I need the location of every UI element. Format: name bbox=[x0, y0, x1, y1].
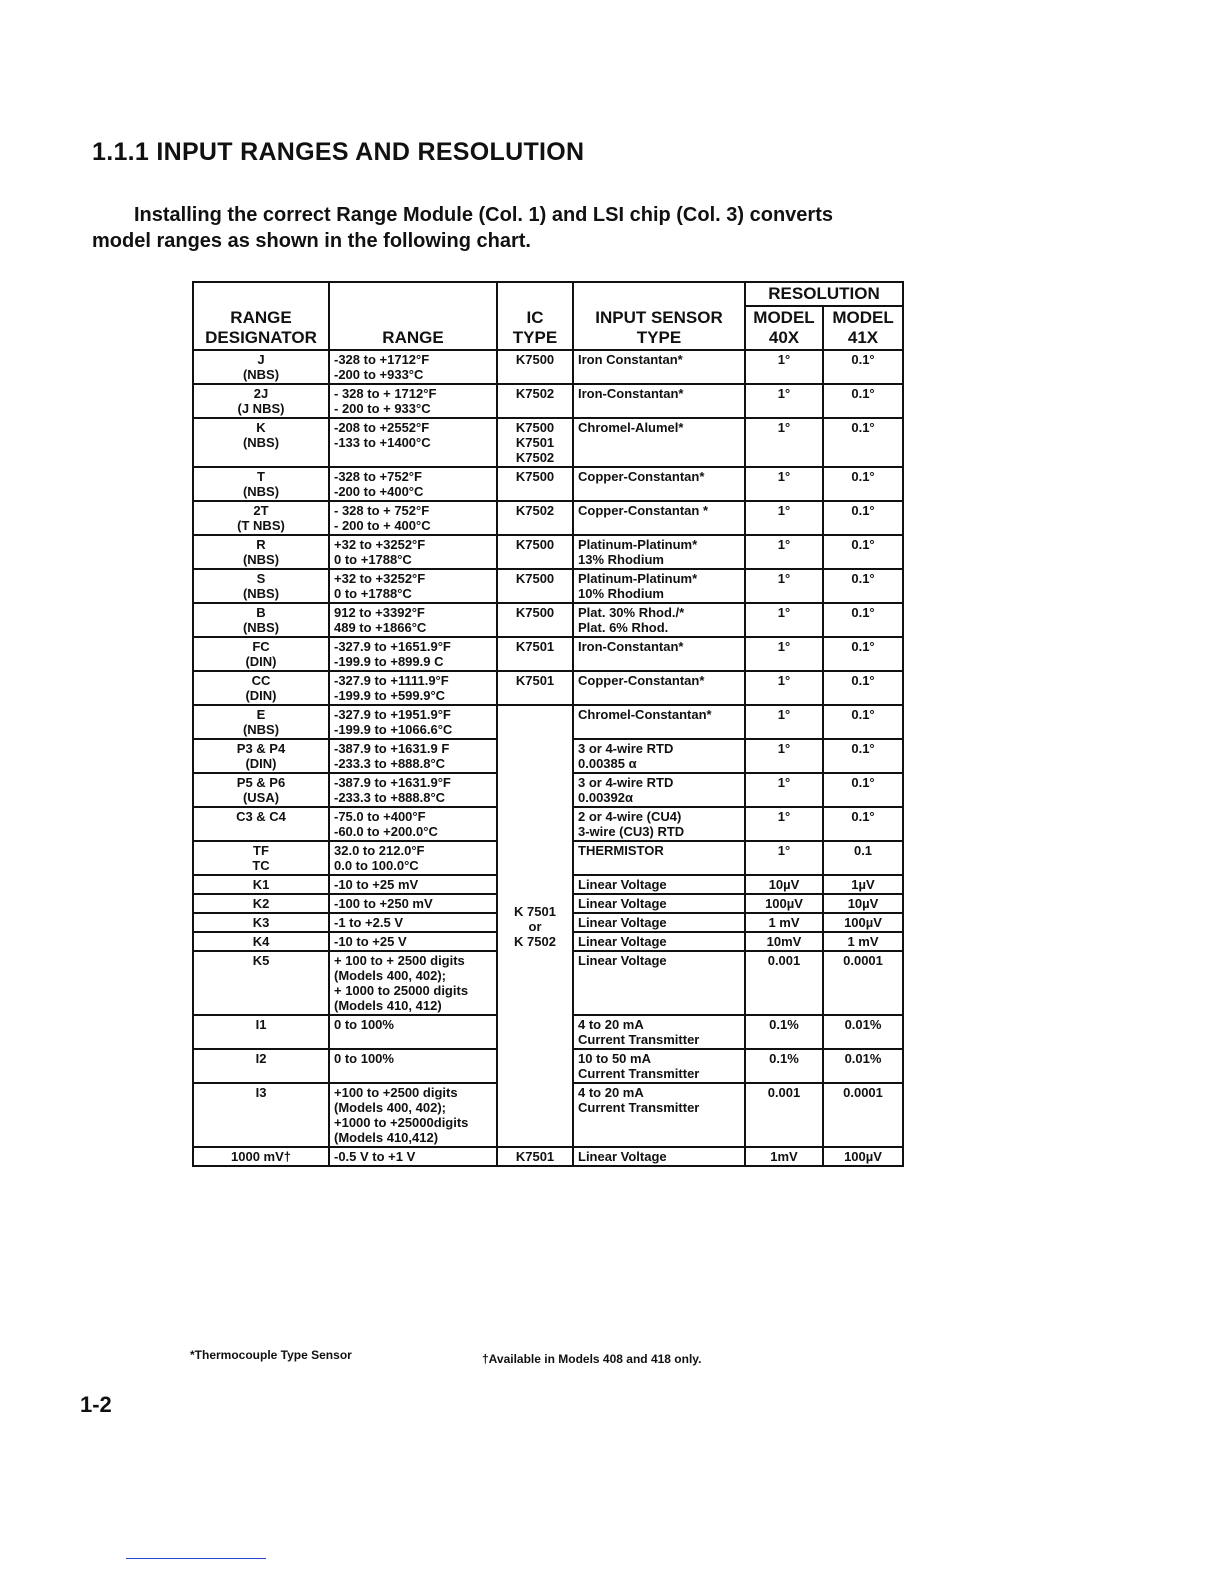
input-sensor-cell: Linear Voltage bbox=[573, 913, 745, 932]
ic-type-cell: K7501 bbox=[497, 637, 573, 671]
resolution-40x-cell: 1° bbox=[745, 501, 823, 535]
range-designator-cell: K (NBS) bbox=[193, 418, 329, 467]
range-cell: -1 to +2.5 V bbox=[329, 913, 497, 932]
resolution-40x-cell: 0.001 bbox=[745, 1083, 823, 1147]
header-model-41x: MODEL 41X bbox=[823, 306, 903, 350]
table-row bbox=[193, 384, 903, 418]
input-sensor-cell: Plat. 30% Rhod./* Plat. 6% Rhod. bbox=[573, 603, 745, 637]
ic-type-cell: K7501 bbox=[497, 671, 573, 705]
range-designator-cell: C3 & C4 bbox=[193, 807, 329, 841]
table-row bbox=[193, 535, 903, 569]
resolution-41x-cell: 0.1 bbox=[823, 841, 903, 875]
resolution-40x-cell: 1mV bbox=[745, 1147, 823, 1166]
range-designator-cell: TF TC bbox=[193, 841, 329, 875]
resolution-40x-cell: 0.1% bbox=[745, 1015, 823, 1049]
ic-type-cell: K7500 K7501 K7502 bbox=[497, 418, 573, 467]
resolution-41x-cell: 0.1° bbox=[823, 467, 903, 501]
range-cell: -327.9 to +1111.9°F -199.9 to +599.9°C bbox=[329, 671, 497, 705]
resolution-41x-cell: 0.1° bbox=[823, 603, 903, 637]
range-cell: 0 to 100% bbox=[329, 1049, 497, 1083]
range-cell: 32.0 to 212.0°F 0.0 to 100.0°C bbox=[329, 841, 497, 875]
range-cell: +32 to +3252°F 0 to +1788°C bbox=[329, 535, 497, 569]
range-designator-cell: I3 bbox=[193, 1083, 329, 1147]
resolution-41x-cell: 0.01% bbox=[823, 1015, 903, 1049]
range-cell: -328 to +752°F -200 to +400°C bbox=[329, 467, 497, 501]
input-ranges-table bbox=[192, 281, 904, 1167]
intro-line-1: Installing the correct Range Module (Col. 1) and LSI chip (Col. 3) converts bbox=[134, 204, 833, 226]
resolution-40x-cell: 1° bbox=[745, 535, 823, 569]
footnote-availability: †Available in Models 408 and 418 only. bbox=[482, 1352, 702, 1366]
resolution-40x-cell: 1° bbox=[745, 603, 823, 637]
resolution-41x-cell: 0.1° bbox=[823, 739, 903, 773]
resolution-41x-cell: 0.1° bbox=[823, 773, 903, 807]
header-range-designator: RANGE DESIGNATOR bbox=[193, 282, 329, 350]
range-designator-cell: K3 bbox=[193, 913, 329, 932]
resolution-40x-cell: 1° bbox=[745, 350, 823, 384]
input-sensor-cell: Copper-Constantan * bbox=[573, 501, 745, 535]
range-designator-cell: K4 bbox=[193, 932, 329, 951]
range-cell: 0 to 100% bbox=[329, 1015, 497, 1049]
resolution-41x-cell: 0.0001 bbox=[823, 951, 903, 1015]
range-cell: -10 to +25 mV bbox=[329, 875, 497, 894]
range-designator-cell: K2 bbox=[193, 894, 329, 913]
resolution-41x-cell: 1µV bbox=[823, 875, 903, 894]
range-cell: -327.9 to +1951.9°F -199.9 to +1066.6°C bbox=[329, 705, 497, 739]
input-sensor-cell: THERMISTOR bbox=[573, 841, 745, 875]
intro-paragraph bbox=[92, 202, 1052, 254]
resolution-41x-cell: 0.1° bbox=[823, 569, 903, 603]
footnote-thermocouple: *Thermocouple Type Sensor bbox=[190, 1348, 352, 1362]
resolution-40x-cell: 1° bbox=[745, 637, 823, 671]
range-cell: -387.9 to +1631.9°F -233.3 to +888.8°C bbox=[329, 773, 497, 807]
table-body bbox=[193, 350, 903, 1166]
ic-type-cell: K 7501 or K 7502 bbox=[497, 705, 573, 1147]
range-designator-cell: E (NBS) bbox=[193, 705, 329, 739]
resolution-41x-cell: 100µV bbox=[823, 1147, 903, 1166]
range-designator-cell: J (NBS) bbox=[193, 350, 329, 384]
range-cell: -100 to +250 mV bbox=[329, 894, 497, 913]
resolution-40x-cell: 1° bbox=[745, 841, 823, 875]
input-sensor-cell: Linear Voltage bbox=[573, 875, 745, 894]
input-sensor-cell: Platinum-Platinum* 13% Rhodium bbox=[573, 535, 745, 569]
table-row bbox=[193, 418, 903, 467]
resolution-40x-cell: 1° bbox=[745, 739, 823, 773]
range-cell: -75.0 to +400°F -60.0 to +200.0°C bbox=[329, 807, 497, 841]
resolution-40x-cell: 1° bbox=[745, 671, 823, 705]
range-designator-cell: CC (DIN) bbox=[193, 671, 329, 705]
range-cell: +100 to +2500 digits (Models 400, 402); +1000 to +25000digits (Models 410,412) bbox=[329, 1083, 497, 1147]
range-cell: -327.9 to +1651.9°F -199.9 to +899.9 C bbox=[329, 637, 497, 671]
ic-type-cell: K7500 bbox=[497, 467, 573, 501]
resolution-40x-cell: 0.1% bbox=[745, 1049, 823, 1083]
resolution-40x-cell: 1° bbox=[745, 807, 823, 841]
bottom-rule bbox=[126, 1558, 266, 1559]
resolution-41x-cell: 0.1° bbox=[823, 501, 903, 535]
resolution-40x-cell: 1° bbox=[745, 384, 823, 418]
table-row bbox=[193, 467, 903, 501]
input-sensor-cell: Copper-Constantan* bbox=[573, 467, 745, 501]
range-designator-cell: I2 bbox=[193, 1049, 329, 1083]
header-resolution: RESOLUTION bbox=[745, 282, 903, 306]
resolution-41x-cell: 1 mV bbox=[823, 932, 903, 951]
range-designator-cell: I1 bbox=[193, 1015, 329, 1049]
range-cell: -208 to +2552°F -133 to +1400°C bbox=[329, 418, 497, 467]
resolution-41x-cell: 0.1° bbox=[823, 671, 903, 705]
range-designator-cell: 1000 mV† bbox=[193, 1147, 329, 1166]
range-cell: - 328 to + 1712°F - 200 to + 933°C bbox=[329, 384, 497, 418]
section-heading: 1.1.1 INPUT RANGES AND RESOLUTION bbox=[92, 138, 585, 166]
table-row bbox=[193, 350, 903, 384]
resolution-41x-cell: 0.1° bbox=[823, 384, 903, 418]
range-cell: +32 to +3252°F 0 to +1788°C bbox=[329, 569, 497, 603]
range-cell: -328 to +1712°F -200 to +933°C bbox=[329, 350, 497, 384]
header-ic-type: IC TYPE bbox=[497, 282, 573, 350]
resolution-41x-cell: 0.1° bbox=[823, 535, 903, 569]
range-designator-cell: P5 & P6 (USA) bbox=[193, 773, 329, 807]
range-cell: + 100 to + 2500 digits (Models 400, 402); + 1000 to 25000 digits (Models 410, 412) bbox=[329, 951, 497, 1015]
table-row bbox=[193, 637, 903, 671]
resolution-40x-cell: 100µV bbox=[745, 894, 823, 913]
resolution-40x-cell: 1° bbox=[745, 418, 823, 467]
intro-line-2: model ranges as shown in the following chart. bbox=[92, 230, 531, 252]
input-sensor-cell: Platinum-Platinum* 10% Rhodium bbox=[573, 569, 745, 603]
header-range: RANGE bbox=[329, 282, 497, 350]
table-row bbox=[193, 705, 903, 739]
resolution-41x-cell: 0.01% bbox=[823, 1049, 903, 1083]
range-designator-cell: P3 & P4 (DIN) bbox=[193, 739, 329, 773]
resolution-40x-cell: 1 mV bbox=[745, 913, 823, 932]
resolution-40x-cell: 0.001 bbox=[745, 951, 823, 1015]
range-designator-cell: K5 bbox=[193, 951, 329, 1015]
range-cell: -387.9 to +1631.9 F -233.3 to +888.8°C bbox=[329, 739, 497, 773]
ic-type-cell: K7500 bbox=[497, 603, 573, 637]
input-sensor-cell: 4 to 20 mA Current Transmitter bbox=[573, 1083, 745, 1147]
range-designator-cell: 2J (J NBS) bbox=[193, 384, 329, 418]
input-sensor-cell: 4 to 20 mA Current Transmitter bbox=[573, 1015, 745, 1049]
table-row bbox=[193, 569, 903, 603]
input-sensor-cell: 3 or 4-wire RTD 0.00385 α bbox=[573, 739, 745, 773]
range-cell: -0.5 V to +1 V bbox=[329, 1147, 497, 1166]
ic-type-cell: K7502 bbox=[497, 501, 573, 535]
table-row bbox=[193, 501, 903, 535]
ic-type-cell: K7502 bbox=[497, 384, 573, 418]
header-input-sensor-type: INPUT SENSOR TYPE bbox=[573, 282, 745, 350]
input-sensor-cell: Iron Constantan* bbox=[573, 350, 745, 384]
resolution-41x-cell: 0.1° bbox=[823, 350, 903, 384]
input-sensor-cell: 3 or 4-wire RTD 0.00392α bbox=[573, 773, 745, 807]
input-sensor-cell: Chromel-Alumel* bbox=[573, 418, 745, 467]
range-designator-cell: T (NBS) bbox=[193, 467, 329, 501]
input-sensor-cell: Iron-Constantan* bbox=[573, 637, 745, 671]
table-row bbox=[193, 671, 903, 705]
resolution-40x-cell: 1° bbox=[745, 705, 823, 739]
range-designator-cell: K1 bbox=[193, 875, 329, 894]
ic-type-cell: K7500 bbox=[497, 350, 573, 384]
resolution-41x-cell: 10µV bbox=[823, 894, 903, 913]
resolution-41x-cell: 0.1° bbox=[823, 705, 903, 739]
input-sensor-cell: Iron-Constantan* bbox=[573, 384, 745, 418]
resolution-41x-cell: 0.0001 bbox=[823, 1083, 903, 1147]
range-designator-cell: 2T (T NBS) bbox=[193, 501, 329, 535]
page-number: 1-2 bbox=[80, 1392, 112, 1417]
range-cell: 912 to +3392°F 489 to +1866°C bbox=[329, 603, 497, 637]
ic-type-cell: K7500 bbox=[497, 569, 573, 603]
ic-type-cell: K7501 bbox=[497, 1147, 573, 1166]
input-sensor-cell: 2 or 4-wire (CU4) 3-wire (CU3) RTD bbox=[573, 807, 745, 841]
input-sensor-cell: Linear Voltage bbox=[573, 894, 745, 913]
resolution-40x-cell: 1° bbox=[745, 773, 823, 807]
resolution-40x-cell: 10µV bbox=[745, 875, 823, 894]
range-designator-cell: FC (DIN) bbox=[193, 637, 329, 671]
range-designator-cell: B (NBS) bbox=[193, 603, 329, 637]
resolution-41x-cell: 0.1° bbox=[823, 418, 903, 467]
input-sensor-cell: Linear Voltage bbox=[573, 1147, 745, 1166]
resolution-40x-cell: 10mV bbox=[745, 932, 823, 951]
ic-type-cell: K7500 bbox=[497, 535, 573, 569]
resolution-40x-cell: 1° bbox=[745, 569, 823, 603]
resolution-40x-cell: 1° bbox=[745, 467, 823, 501]
resolution-41x-cell: 100µV bbox=[823, 913, 903, 932]
header-model-40x: MODEL 40X bbox=[745, 306, 823, 350]
input-sensor-cell: Linear Voltage bbox=[573, 951, 745, 1015]
resolution-41x-cell: 0.1° bbox=[823, 807, 903, 841]
table-row bbox=[193, 603, 903, 637]
range-designator-cell: R (NBS) bbox=[193, 535, 329, 569]
input-sensor-cell: 10 to 50 mA Current Transmitter bbox=[573, 1049, 745, 1083]
input-sensor-cell: Linear Voltage bbox=[573, 932, 745, 951]
input-sensor-cell: Copper-Constantan* bbox=[573, 671, 745, 705]
input-sensor-cell: Chromel-Constantan* bbox=[573, 705, 745, 739]
range-designator-cell: S (NBS) bbox=[193, 569, 329, 603]
resolution-41x-cell: 0.1° bbox=[823, 637, 903, 671]
range-cell: -10 to +25 V bbox=[329, 932, 497, 951]
range-cell: - 328 to + 752°F - 200 to + 400°C bbox=[329, 501, 497, 535]
table-row bbox=[193, 1147, 903, 1166]
